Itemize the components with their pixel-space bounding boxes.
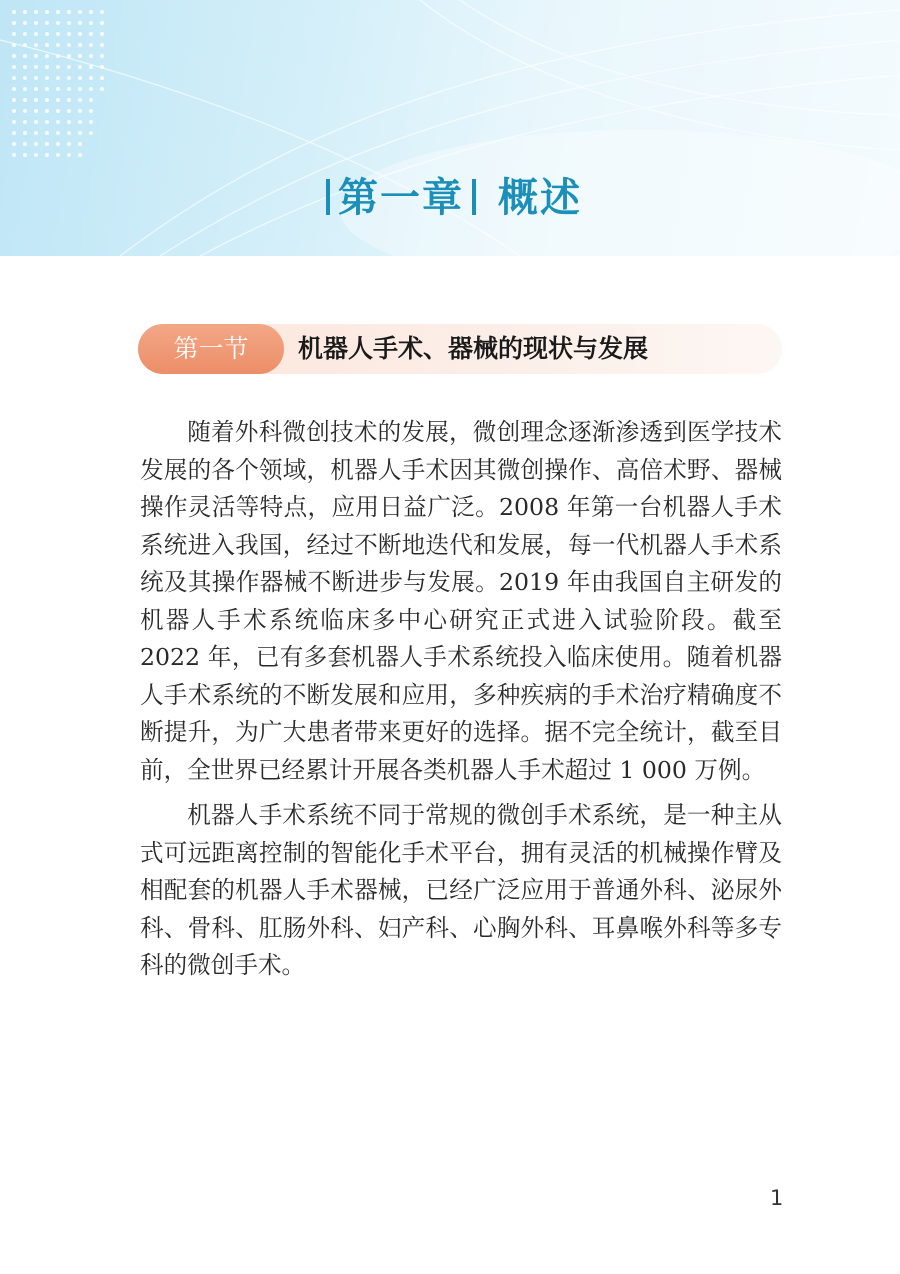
decor-dot (34, 10, 38, 14)
decor-dot (89, 65, 93, 69)
decor-dot (34, 131, 38, 135)
decor-dot (12, 98, 16, 102)
decor-dot (34, 153, 38, 157)
decor-dot (56, 142, 60, 146)
decor-dot (56, 153, 60, 157)
decor-dot (89, 54, 93, 58)
decor-dot (89, 10, 93, 14)
decor-dot (100, 76, 104, 80)
decor-dot (56, 109, 60, 113)
decor-dot (45, 98, 49, 102)
decor-dot (78, 87, 82, 91)
decor-dot (23, 10, 27, 14)
decor-dot (23, 21, 27, 25)
decor-dot (34, 43, 38, 47)
decor-dot (45, 153, 49, 157)
decor-dot (56, 32, 60, 36)
decor-dot (78, 109, 82, 113)
decor-dot (23, 142, 27, 146)
decor-dot (12, 10, 16, 14)
decor-dot (12, 120, 16, 124)
decor-dot (89, 43, 93, 47)
decor-dot (12, 131, 16, 135)
decor-dot (45, 76, 49, 80)
page-number: 1 (770, 1186, 784, 1210)
section-title: 机器人手术、器械的现状与发展 (298, 334, 649, 363)
chapter-header (0, 0, 900, 256)
decor-dot (56, 65, 60, 69)
decor-dot (100, 43, 104, 47)
decor-dot (23, 109, 27, 113)
decor-dot (78, 120, 82, 124)
decor-dot (100, 21, 104, 25)
decor-dot (23, 120, 27, 124)
decor-dot (34, 65, 38, 69)
decor-dot (45, 87, 49, 91)
decor-dot (100, 10, 104, 14)
decor-dot (56, 87, 60, 91)
decor-dot (78, 32, 82, 36)
decor-dot (23, 76, 27, 80)
paragraph: 机器人手术系统不同于常规的微创手术系统，是一种主从式可远距离控制的智能化手术平台，拥有灵活的机械操作臂及相配套的机器人手术器械，已经广泛应用于普通外科、泌尿外科、骨科、肛肠外科、妇产科、心胸外科、耳鼻喉外科等多专科的微创手术。 (140, 801, 782, 979)
decor-dot (67, 131, 71, 135)
decor-dot (56, 43, 60, 47)
section-banner (138, 324, 782, 374)
decor-dot (34, 87, 38, 91)
decor-dot (89, 98, 93, 102)
title-bar-right (472, 179, 476, 215)
chapter-name: 概述 (498, 175, 582, 221)
title-bar-left (326, 179, 330, 215)
decor-dot (34, 32, 38, 36)
decor-dot (67, 32, 71, 36)
decor-dot (78, 10, 82, 14)
decor-dot (100, 87, 104, 91)
decor-dot (23, 98, 27, 102)
decor-dot (45, 32, 49, 36)
decor-dot (45, 54, 49, 58)
decor-dot (100, 54, 104, 58)
decor-dot (78, 76, 82, 80)
decor-dot (45, 109, 49, 113)
decor-dot (12, 153, 16, 157)
decor-dot (89, 21, 93, 25)
decor-dot (23, 131, 27, 135)
decor-dot (34, 54, 38, 58)
decor-dot (89, 109, 93, 113)
decor-dot (12, 65, 16, 69)
decor-dot (34, 120, 38, 124)
decor-dot (56, 120, 60, 124)
decor-dot (78, 131, 82, 135)
decor-dot (89, 87, 93, 91)
decor-dot (89, 32, 93, 36)
paragraph: 随着外科微创技术的发展，微创理念逐渐渗透到医学技术发展的各个领域，机器人手术因其微创操作、高倍术野、器械操作灵活等特点，应用日益广泛。2008 年第一台机器人手术系统进入我国，经过不断地迭代和发展，每一代机器人手术系统及其操作器械不断进步与发展。2019 年由我国自主研发的机器人手术系统临床多中心研究正式进入试验阶段。截至 2022 年，已有多套机器人手术系统投入临床使用。随着机器人手术系统的不断发展和应用，多种疾病的手术治疗精确度不断提升，为广大患者带来更好的选择。据不完全统计，截至目前，全世界已经累计开展各类机器人手术超过 1 000 万例。 (140, 418, 782, 784)
decor-dot (12, 32, 16, 36)
decor-dot (67, 153, 71, 157)
decor-dot (67, 87, 71, 91)
decor-dot (45, 142, 49, 146)
decor-dot (56, 131, 60, 135)
decor-dot (45, 131, 49, 135)
decor-dot (67, 120, 71, 124)
decor-dot (67, 43, 71, 47)
decor-dot (23, 65, 27, 69)
decor-dot (34, 98, 38, 102)
decor-dot (23, 153, 27, 157)
decor-dot (56, 76, 60, 80)
decor-dot (89, 76, 93, 80)
decor-dot (12, 54, 16, 58)
decor-dot (56, 21, 60, 25)
decor-dot (67, 65, 71, 69)
decor-dot (78, 153, 82, 157)
decor-dot (78, 142, 82, 146)
decor-dot (12, 76, 16, 80)
section-tag: 第一节 (138, 324, 284, 374)
chapter-label: 第一章 (338, 175, 464, 221)
chapter-title (0, 166, 900, 223)
decor-dot (45, 10, 49, 14)
decor-dot (78, 98, 82, 102)
decor-dot (12, 87, 16, 91)
decor-dot (12, 142, 16, 146)
decor-dot (45, 65, 49, 69)
decor-dot (56, 10, 60, 14)
decor-dot (100, 32, 104, 36)
decor-dot (89, 120, 93, 124)
decor-dot (34, 109, 38, 113)
decor-dot (67, 142, 71, 146)
decor-dot (23, 54, 27, 58)
body-text (140, 414, 782, 993)
decor-dot (67, 109, 71, 113)
decor-dot (78, 21, 82, 25)
decor-dot (45, 120, 49, 124)
decor-dot (23, 87, 27, 91)
dot-pattern (12, 10, 104, 157)
decor-dot (78, 43, 82, 47)
decor-dot (34, 76, 38, 80)
decor-dot (67, 98, 71, 102)
decor-dot (67, 76, 71, 80)
decor-dot (78, 54, 82, 58)
decor-dot (12, 21, 16, 25)
decor-dot (34, 142, 38, 146)
decor-dot (45, 43, 49, 47)
decor-dot (45, 21, 49, 25)
decor-dot (34, 21, 38, 25)
decor-dot (67, 21, 71, 25)
decor-dot (12, 109, 16, 113)
decor-dot (56, 98, 60, 102)
decor-dot (23, 32, 27, 36)
decor-dot (89, 131, 93, 135)
decor-dot (67, 10, 71, 14)
decor-dot (78, 65, 82, 69)
